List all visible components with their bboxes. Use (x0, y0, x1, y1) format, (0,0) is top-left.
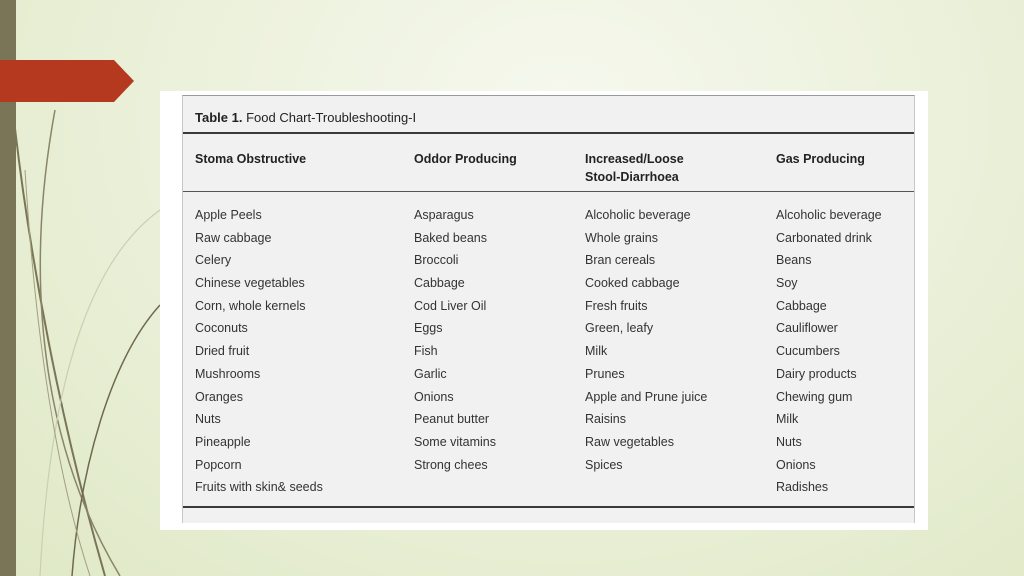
table-cell: Milk (776, 412, 799, 427)
table-cell: Cod Liver Oil (414, 298, 487, 313)
table-cell: Celery (195, 253, 232, 268)
table-cell: Apple and Prune juice (585, 389, 708, 404)
header-diarrhoea: Increased/Loose Stool-Diarrhoea (585, 152, 684, 184)
caption-title: Food Chart-Troubleshooting-I (246, 110, 417, 125)
table-cell: Alcoholic beverage (776, 208, 882, 222)
table-cell: Cabbage (414, 276, 465, 291)
table-cell: Bran cereals (585, 253, 656, 268)
table-cell: Peanut butter (414, 412, 490, 427)
table-cell: Eggs (414, 321, 443, 336)
table-cell: Chewing gum (776, 389, 853, 404)
table-cell: Raw vegetables (585, 434, 674, 449)
table-cell: Cucumbers (776, 344, 840, 359)
table-cell: Whole grains (585, 230, 658, 245)
header-stoma-obstructive: Stoma Obstructive (195, 152, 307, 166)
table-cell: Mushrooms (195, 366, 261, 381)
table-cell: Raw cabbage (195, 230, 272, 245)
table-cell: Popcorn (195, 457, 242, 472)
table-cell: Broccoli (414, 253, 459, 268)
table-cell: Coconuts (195, 321, 248, 336)
table-cell: Onions (776, 457, 816, 472)
table-cell: Spices (585, 457, 623, 472)
table-cell: Corn, whole kernels (195, 298, 306, 313)
table-cell: Baked beans (414, 230, 487, 245)
table-cell: Radishes (776, 480, 829, 495)
table-image (160, 91, 928, 530)
table-bottom-rule (183, 506, 914, 508)
table-cell: Raisins (585, 412, 626, 427)
table-cell: Apple Peels (195, 208, 262, 222)
table-cell: Prunes (585, 366, 625, 381)
header-gas-producing: Gas Producing (776, 152, 865, 166)
table-cell: Fish (414, 344, 438, 359)
table-cell: Cooked cabbage (585, 276, 680, 291)
accent-arrow-shape (0, 60, 134, 102)
table-cell: Strong chees (414, 457, 488, 472)
table-cell: Onions (414, 389, 454, 404)
table-cell: Chinese vegetables (195, 276, 305, 291)
column-gas-producing (776, 204, 882, 499)
table-cell: Dried fruit (195, 344, 250, 359)
table-cell: Cabbage (776, 298, 827, 313)
column-diarrhoea (585, 204, 707, 476)
table-cell: Oranges (195, 389, 243, 404)
header-top-rule (183, 132, 914, 134)
table-cell: Fresh fruits (585, 298, 648, 313)
table-cell: Garlic (414, 366, 447, 381)
table-caption (195, 110, 416, 125)
caption-label: Table 1. (195, 110, 243, 125)
table-cell: Cauliflower (776, 321, 838, 336)
table-cell: Asparagus (414, 208, 474, 222)
table-cell: Dairy products (776, 366, 857, 381)
food-chart-table (182, 95, 915, 523)
table-cell: Carbonated drink (776, 230, 872, 245)
table-cell: Beans (776, 253, 812, 268)
table-cell: Alcoholic beverage (585, 208, 691, 222)
table-cell: Green, leafy (585, 321, 654, 336)
table-cell: Nuts (776, 434, 802, 449)
header-bottom-rule (183, 191, 914, 192)
table-cell: Pineapple (195, 434, 251, 449)
column-stoma-obstructive (195, 204, 323, 499)
table-cell: Some vitamins (414, 434, 496, 449)
header-odor-producing: Oddor Producing (414, 152, 517, 166)
table-cell: Nuts (195, 412, 221, 427)
column-odor-producing (414, 204, 496, 476)
table-cell: Milk (585, 344, 608, 359)
table-cell: Fruits with skin& seeds (195, 480, 323, 495)
table-cell: Soy (776, 276, 798, 291)
